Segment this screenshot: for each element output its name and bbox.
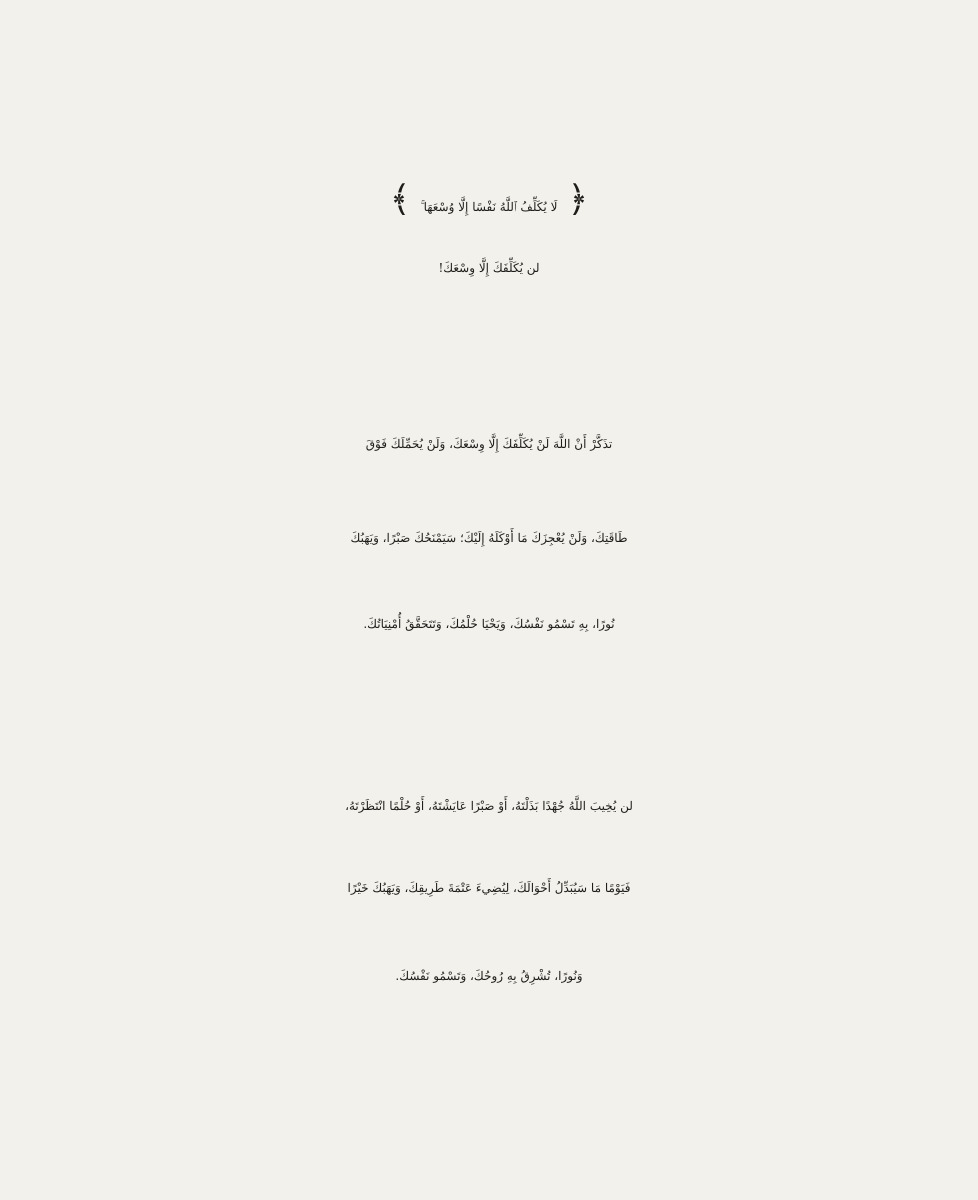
verse-open-bracket: ﴿ (567, 179, 589, 220)
verse-text: لَا يُكَلِّفُ ٱللَّهُ نَفْسًا إِلَّا وُسْعَهَا ۚ (420, 200, 558, 214)
paragraph-1-line-3: نُورًا، بِهِ تَسْمُو نَفْسُكَ، وَيَحْيَا حُلْمُكَ، وَتَتَحَقَّقُ أُمْنِيَاتُكَ. (363, 617, 615, 631)
paragraph-2-line-1: لن يُخِيبَ اللَّهُ جُهْدًا بَذَلْتَهُ، أَوْ صَبْرًا عَايَشْتَهُ، أَوْ حُلْمًا انْتَظَرْتَهُ، (345, 799, 633, 813)
paragraph-1-line-2: طَاقَتِكَ، وَلَنْ يُعْجِزَكَ مَا أَوْكَلَهُ إِلَيْكَ؛ سَيَمْنَحُكَ صَبْرًا، وَيَهَبُكَ (350, 531, 628, 545)
verse-close-bracket: ﴾ (389, 179, 411, 220)
heading: لن يُكَلِّفَكَ إِلَّا وِسْعَكَ! (438, 261, 540, 275)
quran-verse (0, 179, 978, 220)
paragraph-2-line-3: وَنُورًا، تُشْرِقُ بِهِ رُوحُكَ، وَتَسْمُو نَفْسُكَ. (395, 969, 583, 983)
paragraph-2-line-2: فَيَوْمًا مَا سَيُبَدِّلُ أَحْوَالَكَ، لِيُضِيءَ عَتْمَةَ طَرِيقِكَ، وَيَهَبُكَ خَيْرًا (347, 881, 631, 895)
paragraph-1-line-1: تذَكَّرْ أَنْ اللَّهَ لَنْ يُكَلِّفَكَ إِلَّا وِسْعَكَ، وَلَنْ يُحَمِّلَكَ فَوْقَ (365, 437, 613, 451)
